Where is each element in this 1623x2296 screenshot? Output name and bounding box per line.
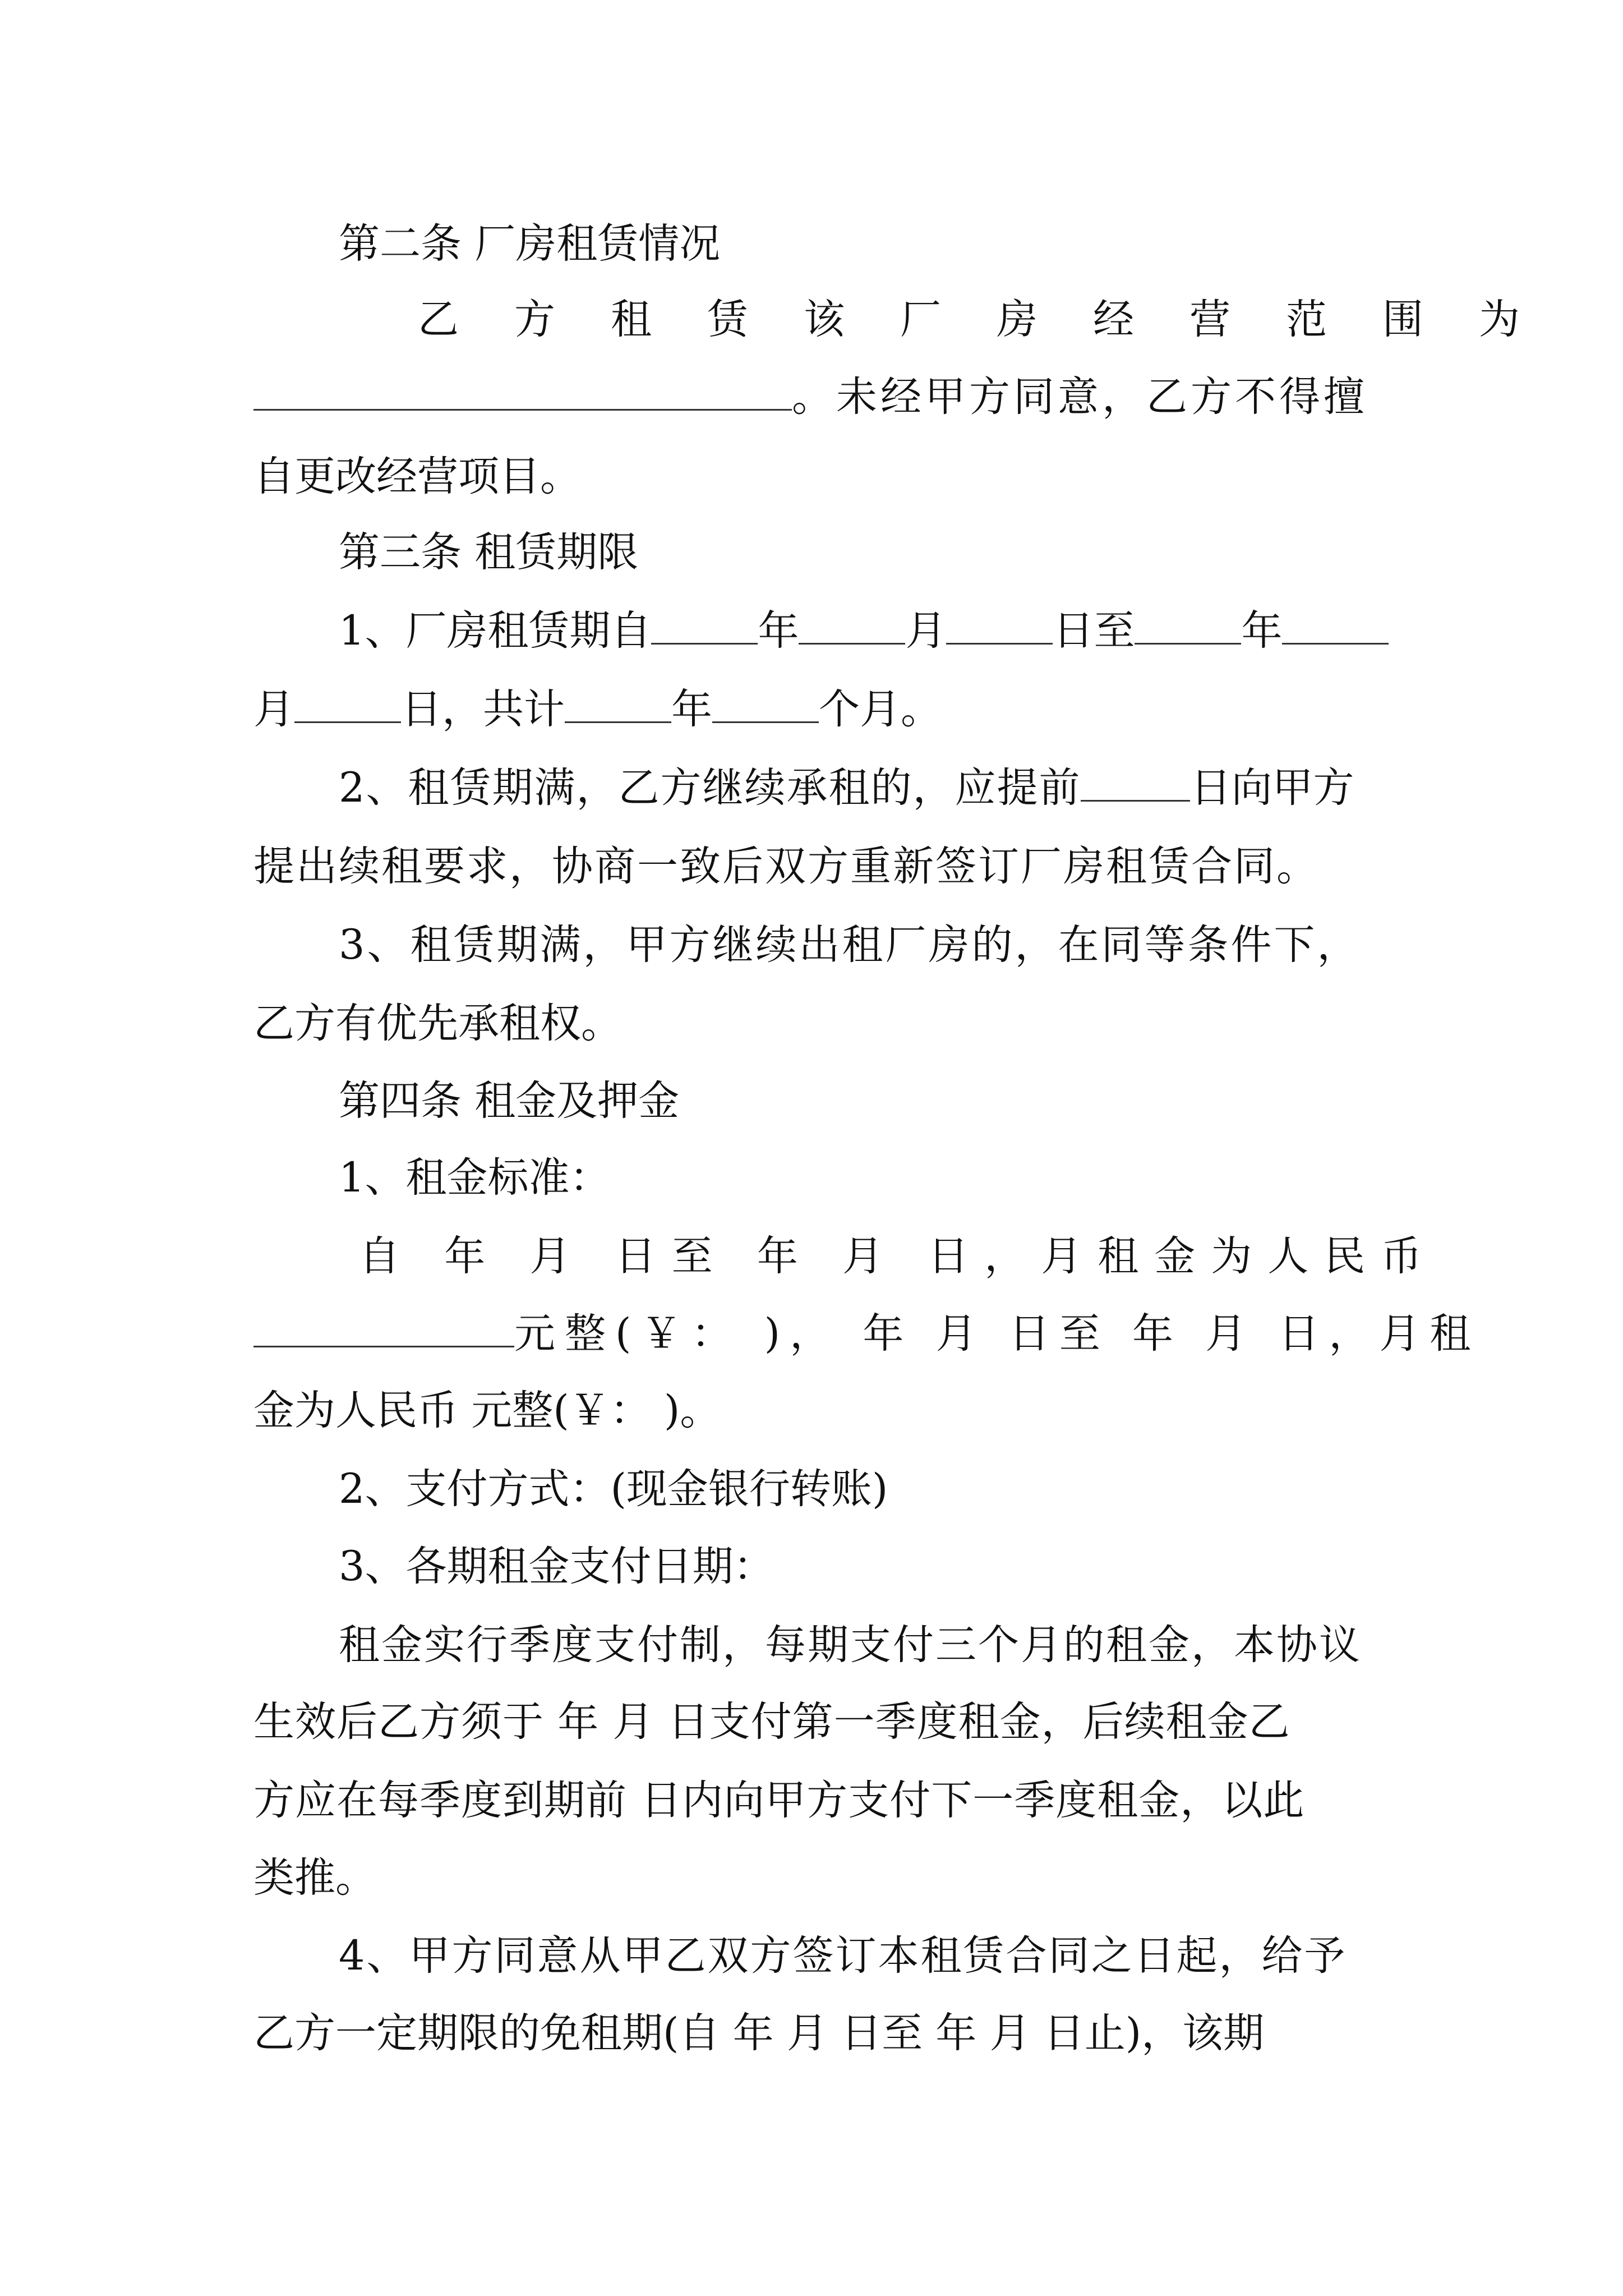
paragraph-text: 自 年 月 日至 年 月 日，月租金为人民币 (359, 1232, 1438, 1280)
heading-text: 第四条 租金及押金 (339, 1077, 680, 1125)
fill-blank (946, 608, 1053, 645)
paragraph-line (339, 912, 1372, 979)
paragraph-line (339, 597, 1372, 665)
paragraph-text: 年 (1241, 607, 1283, 655)
paragraph-text: 类推。 (253, 1854, 376, 1902)
fill-blank (253, 374, 792, 411)
paragraph-text: 月 (905, 607, 947, 655)
paragraph-text: 日至 (1053, 607, 1135, 655)
paragraph-text: 日，共计 (401, 685, 565, 733)
paragraph-text: 年 (671, 685, 712, 733)
fill-blank (565, 687, 671, 723)
paragraph-line (339, 1612, 1372, 1679)
paragraph-line (253, 833, 1372, 900)
paragraph-text: 乙方一定期限的免租期(自 年 月 日至 年 月 日止)，该期 (253, 2009, 1265, 2057)
paragraph-text: 日向甲方 (1190, 764, 1354, 812)
fill-blank (712, 687, 819, 723)
paragraph-text: 金为人民币 元整(￥： )。 (253, 1387, 721, 1434)
paragraph-line (253, 990, 1372, 1057)
paragraph-text: 3、租赁期满，甲方继续出租厂房的，在同等条件下， (339, 921, 1361, 969)
paragraph-line (339, 1144, 1372, 1212)
paragraph-line (253, 676, 1372, 743)
paragraph-text: 2、租赁期满，乙方继续承租的，应提前 (339, 764, 1081, 812)
fill-blank (1081, 765, 1190, 802)
paragraph-text: 月 (253, 685, 294, 733)
paragraph-text: 方应在每季度到期前 日内向甲方支付下一季度租金，以此 (253, 1777, 1305, 1824)
paragraph-line (253, 2000, 1372, 2067)
paragraph-line (339, 1922, 1372, 1990)
fill-blank (294, 687, 401, 723)
heading-article-4 (339, 1068, 1372, 1135)
paragraph-text: 元整(￥： )， 年 月 日至 年 月 日，月租 (514, 1310, 1481, 1358)
paragraph-text: 1、厂房租赁期自 (339, 607, 652, 655)
paragraph-text: 个月。 (819, 685, 942, 733)
paragraph-line (253, 1300, 1481, 1368)
paragraph-text: 租金实行季度支付制，每期支付三个月的租金，本协议 (339, 1621, 1362, 1669)
paragraph-line (418, 286, 1575, 353)
heading-text: 第二条 厂房租赁情况 (339, 220, 721, 268)
paragraph-line (253, 1844, 1372, 1912)
paragraph-line (253, 1377, 1372, 1444)
paragraph-line (339, 1456, 1372, 1523)
fill-blank (651, 608, 758, 645)
paragraph-text: 自更改经营项目。 (253, 453, 581, 500)
fill-blank (799, 608, 905, 645)
fill-blank (253, 1311, 514, 1347)
paragraph-line (253, 364, 1372, 431)
paragraph-line (253, 443, 1372, 510)
paragraph-text: 。未经甲方同意，乙方不得擅 (792, 373, 1368, 421)
paragraph-line (253, 1767, 1372, 1834)
heading-article-2 (339, 210, 1372, 278)
paragraph-text: 乙方租赁该厂房经营范围为 (418, 296, 1575, 343)
paragraph-text: 3、各期租金支付日期： (339, 1543, 774, 1590)
paragraph-text: 4、甲方同意从甲乙双方签订本租赁合同之日起，给予 (339, 1932, 1347, 1980)
fill-blank (1282, 608, 1389, 645)
paragraph-text: 1、租金标准： (339, 1154, 611, 1202)
paragraph-line (339, 754, 1372, 822)
paragraph-text: 生效后乙方须于 年 月 日支付第一季度租金，后续租金乙 (253, 1698, 1290, 1746)
paragraph-text: 2、支付方式：(现金银行转账) (339, 1465, 888, 1513)
heading-article-3 (339, 519, 1372, 586)
heading-text: 第三条 租赁期限 (339, 528, 639, 576)
paragraph-text: 乙方有优先承租权。 (253, 1000, 622, 1047)
paragraph-line (359, 1223, 1438, 1290)
fill-blank (1135, 608, 1241, 645)
paragraph-text: 提出续租要求，协商一致后双方重新签订厂房租赁合同。 (253, 843, 1319, 890)
paragraph-line (253, 1688, 1372, 1756)
paragraph-text: 年 (758, 607, 799, 655)
paragraph-line (339, 1533, 1372, 1600)
